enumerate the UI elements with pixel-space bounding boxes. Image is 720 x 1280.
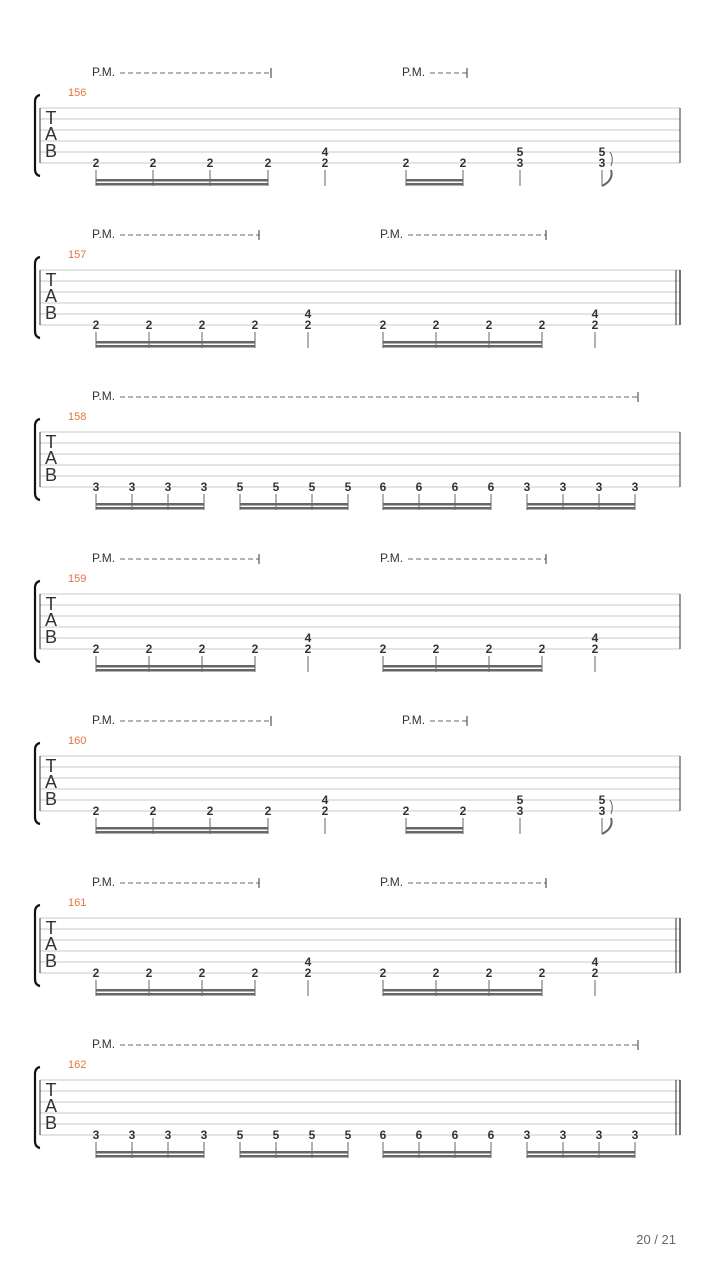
tab-clef-b: B <box>44 627 58 647</box>
beam-primary <box>527 507 635 510</box>
tab-clef-b: B <box>44 1113 58 1133</box>
fret-number: 2 <box>432 966 440 980</box>
fret-number: 6 <box>379 1128 387 1142</box>
fret-number: 3 <box>595 480 603 494</box>
system-bracket <box>35 1067 40 1148</box>
measure-number: 161 <box>68 897 87 909</box>
tab-clef-b: B <box>44 465 58 485</box>
page-number: 20 / 21 <box>636 1232 676 1247</box>
measure-number: 159 <box>68 573 87 585</box>
beam-secondary <box>96 503 204 506</box>
beam-primary <box>96 183 268 186</box>
tab-clef-a: A <box>44 286 58 306</box>
beam-secondary <box>383 1151 491 1154</box>
palm-mute-label: P.M. <box>92 551 116 565</box>
beam-secondary <box>240 1151 348 1154</box>
fret-number: 4 <box>321 793 329 807</box>
fret-number: 6 <box>415 1128 423 1142</box>
fret-number: 4 <box>304 631 312 645</box>
fret-number: 2 <box>485 318 493 332</box>
fret-number: 3 <box>128 1128 136 1142</box>
beam-secondary <box>383 989 542 992</box>
fret-number: 2 <box>402 804 410 818</box>
fret-number: 2 <box>321 804 329 818</box>
beam-secondary <box>383 341 542 344</box>
fret-number: 2 <box>251 318 259 332</box>
tab-clef-t: T <box>45 108 57 128</box>
beam-primary <box>383 507 491 510</box>
measure-number: 156 <box>68 87 87 99</box>
beam-secondary <box>96 179 268 182</box>
fret-number: 6 <box>451 1128 459 1142</box>
tab-clef-t: T <box>45 918 57 938</box>
palm-mute-label: P.M. <box>402 65 426 79</box>
palm-mute-label: P.M. <box>92 389 116 403</box>
fret-number: 4 <box>591 307 599 321</box>
system-bracket <box>35 95 40 176</box>
tab-clef-t: T <box>45 594 57 614</box>
fret-number: 6 <box>415 480 423 494</box>
fret-number: 2 <box>379 318 387 332</box>
tab-clef-t: T <box>45 270 57 290</box>
fret-number: 4 <box>304 307 312 321</box>
fret-number: 3 <box>598 156 606 170</box>
fret-number: 2 <box>402 156 410 170</box>
fret-number: 2 <box>149 804 157 818</box>
fret-number: 5 <box>344 1128 352 1142</box>
measure-number: 160 <box>68 735 87 747</box>
beam-secondary <box>96 341 255 344</box>
beam-secondary <box>240 503 348 506</box>
fret-number: 2 <box>379 966 387 980</box>
beam-secondary <box>96 989 255 992</box>
beam-secondary <box>96 827 268 830</box>
fret-number: 3 <box>631 480 639 494</box>
fret-number: 2 <box>379 642 387 656</box>
system-bracket <box>35 419 40 500</box>
system-bracket <box>35 581 40 662</box>
tie-arc <box>610 800 612 814</box>
fret-number: 3 <box>164 1128 172 1142</box>
beam-secondary <box>527 503 635 506</box>
fret-number: 3 <box>523 1128 531 1142</box>
fret-number: 2 <box>264 804 272 818</box>
beam-primary <box>96 669 255 672</box>
tab-clef-a: A <box>44 448 58 468</box>
fret-number: 2 <box>591 642 599 656</box>
system-bracket <box>35 257 40 338</box>
fret-number: 2 <box>264 156 272 170</box>
beam-secondary <box>383 665 542 668</box>
fret-number: 4 <box>321 145 329 159</box>
beam-primary <box>96 345 255 348</box>
beam-primary <box>96 1155 204 1158</box>
fret-number: 5 <box>236 480 244 494</box>
measure-number: 158 <box>68 411 87 423</box>
fret-number: 2 <box>149 156 157 170</box>
palm-mute-label: P.M. <box>92 1037 116 1051</box>
measure-number: 157 <box>68 249 87 261</box>
beam-primary <box>96 993 255 996</box>
fret-number: 2 <box>591 318 599 332</box>
fret-number: 6 <box>379 480 387 494</box>
palm-mute-label: P.M. <box>380 551 404 565</box>
tab-clef-t: T <box>45 1080 57 1100</box>
fret-number: 3 <box>595 1128 603 1142</box>
fret-number: 2 <box>206 804 214 818</box>
beam-primary <box>96 831 268 834</box>
tab-clef-a: A <box>44 610 58 630</box>
tab-clef-a: A <box>44 124 58 144</box>
tie-arc <box>610 152 612 166</box>
beam-primary <box>406 183 463 186</box>
fret-number: 2 <box>92 966 100 980</box>
fret-number: 2 <box>321 156 329 170</box>
fret-number: 3 <box>200 1128 208 1142</box>
fret-number: 6 <box>451 480 459 494</box>
fret-number: 3 <box>92 480 100 494</box>
eighth-flag <box>602 818 612 834</box>
beam-primary <box>240 1155 348 1158</box>
beam-primary <box>383 1155 491 1158</box>
fret-number: 2 <box>304 966 312 980</box>
fret-number: 2 <box>591 966 599 980</box>
fret-number: 2 <box>92 156 100 170</box>
beam-primary <box>383 345 542 348</box>
fret-number: 3 <box>92 1128 100 1142</box>
fret-number: 2 <box>92 804 100 818</box>
tab-clef-b: B <box>44 789 58 809</box>
fret-number: 5 <box>272 480 280 494</box>
tab-clef-a: A <box>44 934 58 954</box>
fret-number: 2 <box>206 156 214 170</box>
beam-secondary <box>96 665 255 668</box>
fret-number: 3 <box>559 1128 567 1142</box>
fret-number: 2 <box>92 318 100 332</box>
fret-number: 5 <box>598 145 606 159</box>
tab-clef-b: B <box>44 303 58 323</box>
tab-clef-t: T <box>45 432 57 452</box>
fret-number: 4 <box>304 955 312 969</box>
tab-clef-t: T <box>45 756 57 776</box>
palm-mute-label: P.M. <box>92 875 116 889</box>
tab-clef-a: A <box>44 772 58 792</box>
fret-number: 3 <box>128 480 136 494</box>
beam-secondary <box>406 179 463 182</box>
fret-number: 2 <box>92 642 100 656</box>
fret-number: 2 <box>459 156 467 170</box>
palm-mute-label: P.M. <box>92 227 116 241</box>
fret-number: 3 <box>516 156 524 170</box>
fret-number: 5 <box>516 793 524 807</box>
fret-number: 3 <box>559 480 567 494</box>
fret-number: 2 <box>538 318 546 332</box>
fret-number: 2 <box>485 642 493 656</box>
fret-number: 2 <box>432 318 440 332</box>
fret-number: 2 <box>459 804 467 818</box>
beam-secondary <box>527 1151 635 1154</box>
fret-number: 5 <box>272 1128 280 1142</box>
beam-primary <box>240 507 348 510</box>
fret-number: 2 <box>145 642 153 656</box>
beam-primary <box>383 669 542 672</box>
beam-primary <box>527 1155 635 1158</box>
fret-number: 3 <box>631 1128 639 1142</box>
fret-number: 5 <box>308 480 316 494</box>
palm-mute-label: P.M. <box>380 875 404 889</box>
fret-number: 3 <box>516 804 524 818</box>
tab-clef-a: A <box>44 1096 58 1116</box>
fret-number: 3 <box>164 480 172 494</box>
fret-number: 3 <box>598 804 606 818</box>
fret-number: 6 <box>487 480 495 494</box>
palm-mute-label: P.M. <box>380 227 404 241</box>
fret-number: 5 <box>344 480 352 494</box>
fret-number: 2 <box>198 642 206 656</box>
palm-mute-label: P.M. <box>402 713 426 727</box>
fret-number: 2 <box>251 642 259 656</box>
fret-number: 3 <box>523 480 531 494</box>
fret-number: 6 <box>487 1128 495 1142</box>
beam-secondary <box>383 503 491 506</box>
fret-number: 2 <box>304 318 312 332</box>
fret-number: 2 <box>432 642 440 656</box>
beam-primary <box>406 831 463 834</box>
beam-secondary <box>96 1151 204 1154</box>
tab-clef-b: B <box>44 141 58 161</box>
palm-mute-label: P.M. <box>92 65 116 79</box>
system-bracket <box>35 905 40 986</box>
fret-number: 2 <box>145 318 153 332</box>
beam-primary <box>96 507 204 510</box>
fret-number: 2 <box>538 642 546 656</box>
fret-number: 5 <box>308 1128 316 1142</box>
eighth-flag <box>602 170 612 186</box>
measure-number: 162 <box>68 1059 87 1071</box>
fret-number: 2 <box>198 318 206 332</box>
fret-number: 2 <box>485 966 493 980</box>
fret-number: 2 <box>145 966 153 980</box>
fret-number: 5 <box>516 145 524 159</box>
fret-number: 5 <box>236 1128 244 1142</box>
fret-number: 2 <box>538 966 546 980</box>
fret-number: 3 <box>200 480 208 494</box>
fret-number: 2 <box>251 966 259 980</box>
tab-clef-b: B <box>44 951 58 971</box>
fret-number: 2 <box>304 642 312 656</box>
fret-number: 5 <box>598 793 606 807</box>
palm-mute-label: P.M. <box>92 713 116 727</box>
beam-primary <box>383 993 542 996</box>
fret-number: 4 <box>591 631 599 645</box>
system-bracket <box>35 743 40 824</box>
beam-secondary <box>406 827 463 830</box>
fret-number: 4 <box>591 955 599 969</box>
fret-number: 2 <box>198 966 206 980</box>
